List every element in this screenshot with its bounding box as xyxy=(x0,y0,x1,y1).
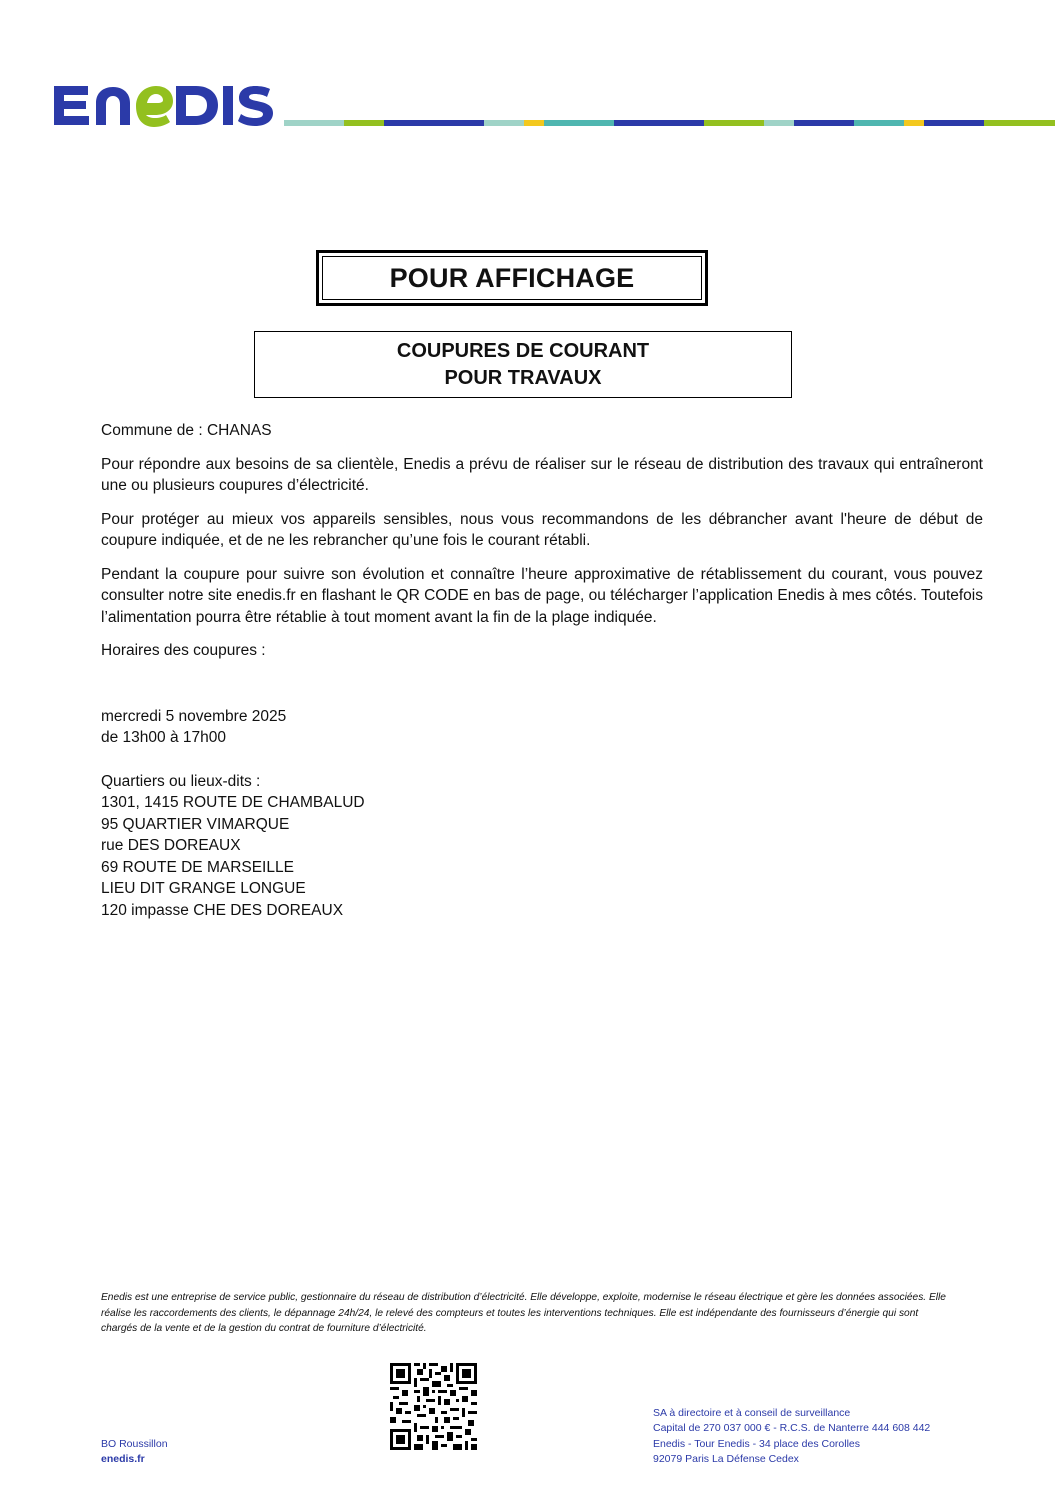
outage-date: mercredi 5 novembre 2025 xyxy=(101,707,287,725)
horaires-label: Horaires des coupures : xyxy=(101,642,266,659)
commune-line: Commune de : CHANAS xyxy=(101,422,272,439)
outage-time-range: de 13h00 à 17h00 xyxy=(101,729,226,746)
footer-disclaimer: Enedis est une entreprise de service public, gestionnaire du réseau de distribution d’électricité. Elle développe, exploite, modernise le réseau électrique et gère les données associées. Elle réalise les raccordements des clients, le dépannage 24h/24, le relevé des compteurs et toutes les interventions techniques. Elle est indépendante des fournisseurs d’énergie qui sont chargés de la vente et de la gestion du contrat de fourniture d’électricité. xyxy=(101,1292,946,1334)
location-item: 1301, 1415 ROUTE DE CHAMBALUD xyxy=(101,794,365,811)
enedis-logo-mark xyxy=(52,78,274,128)
affichage-frame xyxy=(316,250,708,306)
location-item: 95 QUARTIER VIMARQUE xyxy=(101,815,290,833)
quartiers-label: Quartiers ou lieux-dits : xyxy=(101,772,261,790)
locations-block xyxy=(101,771,983,922)
paragraph-works: Pour répondre aux besoins de sa clientèle, Enedis a prévu de réaliser sur le réseau de distribution des travaux qui entraîneront une ou plusieurs coupures d’électricité. xyxy=(101,455,983,494)
legal-line: Capital de 270 037 000 € - R.C.S. de Nanterre 444 608 442 xyxy=(653,1422,931,1435)
notice-title-line1: COUPURES DE COURANT xyxy=(396,339,650,362)
location-item: LIEU DIT GRANGE LONGUE xyxy=(101,880,306,897)
legal-line: SA à directoire et à conseil de surveillance xyxy=(653,1407,851,1419)
legal-line: Enedis - Tour Enedis - 34 place des Corolles xyxy=(653,1437,861,1450)
notice-title-line2: POUR TRAVAUX xyxy=(444,366,602,389)
website-link[interactable]: enedis.fr xyxy=(101,1453,145,1465)
header-color-rule xyxy=(284,120,1055,126)
notice-body xyxy=(101,420,983,921)
location-item: 120 impasse CHE DES DOREAUX xyxy=(101,901,344,919)
location-item: 69 ROUTE DE MARSEILLE xyxy=(101,858,294,876)
schedule-block xyxy=(101,706,983,749)
qr-code[interactable] xyxy=(390,1363,477,1450)
legal-block xyxy=(653,1406,930,1467)
notice-title-box xyxy=(254,331,792,398)
qr-code-icon xyxy=(390,1363,477,1450)
paragraph-follow: Pendant la coupure pour suivre son évolution et connaître l’heure approximative de rétablissement du courant, vous pouvez consulter notre site enedis.fr en flashant le QR CODE en bas de page, ou télécharger l’application Enedis à mes côtés. Toutefois l’alimentation pourra être rétablie à tout moment avant la fin de la plage indiquée. xyxy=(101,565,983,626)
office-block xyxy=(101,1437,168,1467)
enedis-logo xyxy=(52,78,274,128)
location-item: rue DES DOREAUX xyxy=(101,837,241,854)
office-name: BO Roussillon xyxy=(101,1438,168,1450)
affichage-title: POUR AFFICHAGE xyxy=(322,256,702,300)
legal-line: 92079 Paris La Défense Cedex xyxy=(653,1452,799,1465)
paragraph-protect: Pour protéger au mieux vos appareils sensibles, nous vous recommandons de les débrancher avant l'heure de début de coupure indiquée, et de ne les rebrancher qu’une fois le courant rétabli. xyxy=(101,510,983,549)
